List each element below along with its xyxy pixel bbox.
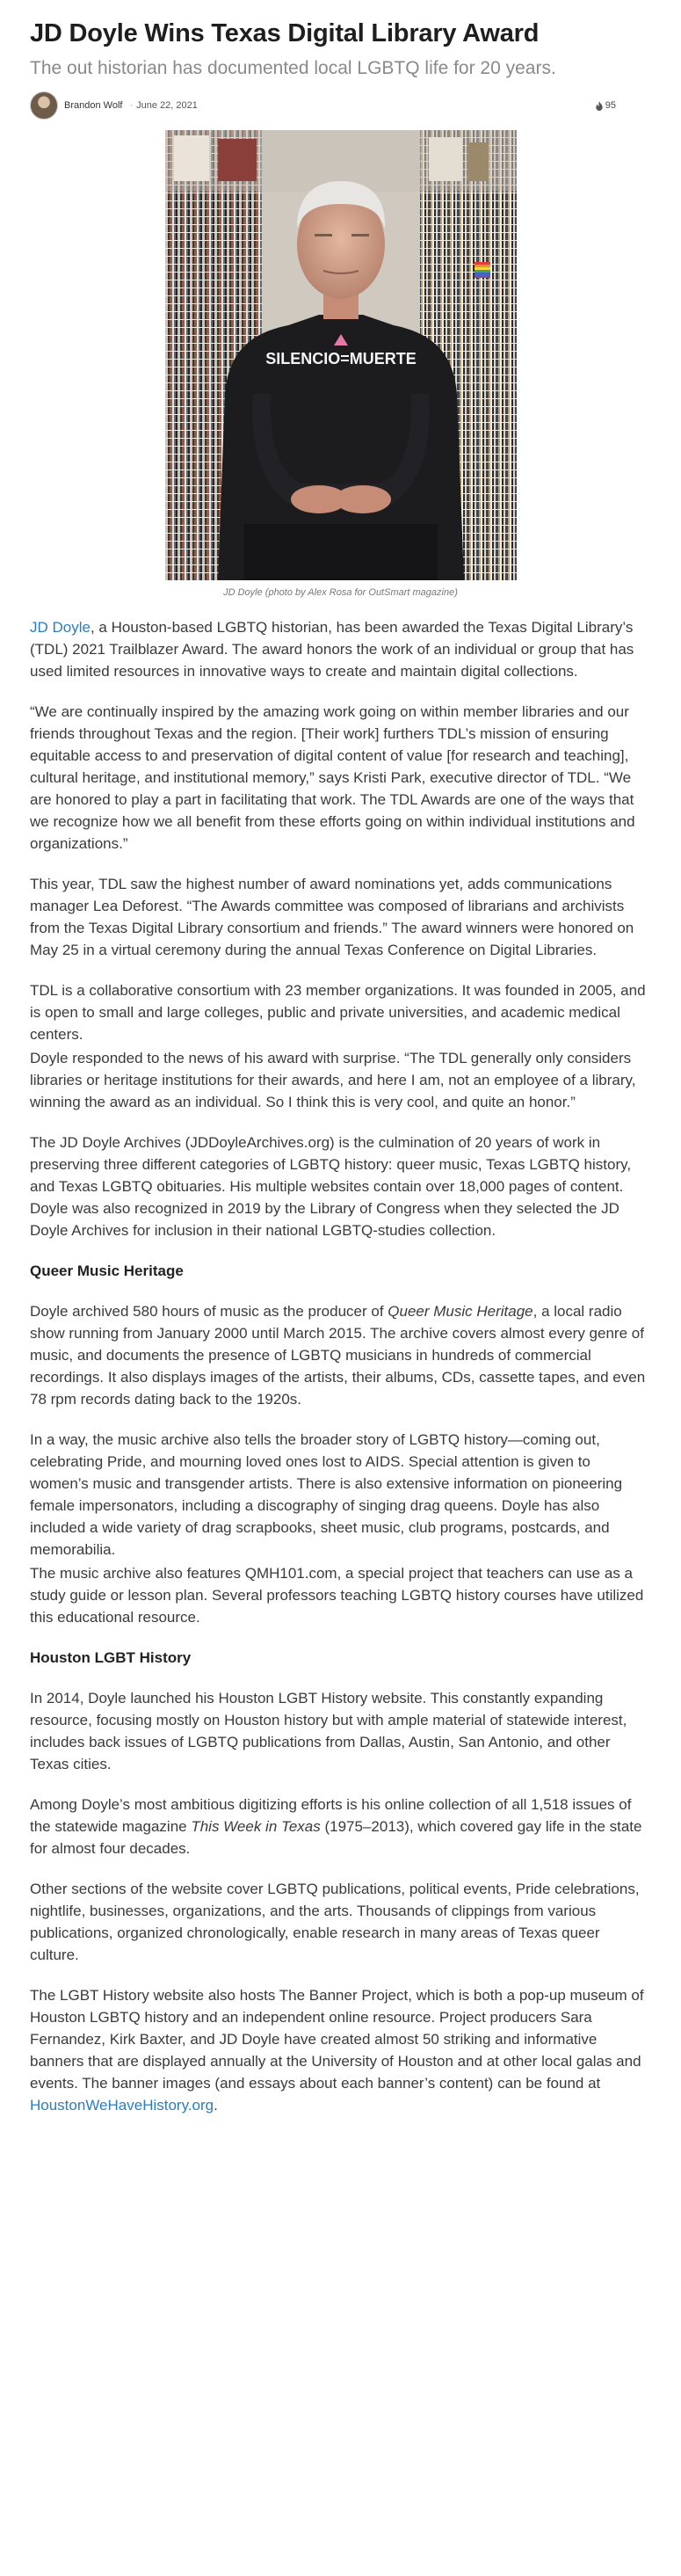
paragraph-text: , a local radio show running from January 2000 until March 2015. The archive covers almost every genre of music, and documents the presence of LGBTQ musicians in hundreds of commercial recordings. It also displays images of the artists, their albums, CDs, cassette tapes, and even 78 rpm records dating back to the 1920s. — [30, 1303, 646, 1408]
author-name[interactable]: Brandon Wolf — [64, 100, 123, 111]
section-heading-queer-music-heritage: Queer Music Heritage — [30, 1263, 184, 1279]
paragraph-text: The LGBT History website also hosts The Banner Project, which is both a pop-up museum of Houston LGBTQ history and an independent online resource. Project producers Sara Fernandez, Kirk Baxter, and JD Doyle have created almost 50 striking and informative banners that are displayed annually at the University of Houston and at other local galas and events. The banner images (and essays about each banner’s content) can be found at — [30, 1987, 644, 2092]
featured-photo[interactable] — [165, 130, 517, 580]
paragraph: In a way, the music archive also tells the broader story of LGBTQ history—coming out, celebrating Pride, and mourning loved ones lost to AIDS. Special attention is given to women’s music and transgender artists. There is also extensive information on pioneering female impersonators, including a discography of singing drag queens. Doyle has also included a wide variety of drag scrapbooks, sheet music, club programs, postcards, and memorabilia. — [30, 1431, 623, 1558]
flame-icon — [595, 101, 604, 111]
meta-separator: · — [129, 100, 134, 111]
photo-caption: JD Doyle (photo by Alex Rosa for OutSmart magazine) — [223, 587, 458, 598]
paragraph: TDL is a collaborative consortium with 23 member organizations. It was founded in 2005, and is open to small and large colleges, public and private universities, and academic medical centers. — [30, 982, 646, 1043]
article-body — [30, 616, 651, 2116]
paragraph — [30, 1794, 651, 1859]
paragraph: Doyle responded to the news of his award with surprise. “The TDL generally only considers libraries or heritage institutions for their awards, and here I am, not an employee of a library, winning the award as an individual. So I think this is very cool, and quite an honor.” — [30, 1050, 636, 1110]
paragraph: In 2014, Doyle launched his Houston LGBT History website. This constantly expanding resource, focusing mostly on Houston history but with ample material of statewide interest, includes back issues of LGBTQ publications from Dallas, Austin, San Antonio, and other Texas cities. — [30, 1690, 627, 1772]
author-avatar[interactable] — [30, 91, 58, 120]
paragraph: Other sections of the website cover LGBTQ publications, political events, Pride celebrations, nightlife, businesses, organizations, and the arts. Thousands of clippings from various publications, organized chronologically, enable research in many areas of Texas queer culture. — [30, 1881, 640, 1963]
rainbow-flag — [475, 262, 490, 278]
paragraph: The music archive also features QMH101.com, a special project that teachers can use as a study guide or lesson plan. Several professors teaching LGBTQ history courses have utilized this educational resource. — [30, 1565, 644, 1626]
paragraph-text: (1975–2013), which covered gay life in the state for almost four decades. — [30, 1818, 642, 1857]
view-count — [595, 100, 616, 111]
article-subtitle: The out historian has documented local LGBTQ life for 20 years. — [30, 58, 556, 78]
jd-doyle-link[interactable]: JD Doyle — [30, 619, 91, 636]
paragraph: “We are continually inspired by the amazing work going on within member libraries and our friends throughout Texas and the region. [Their work] furthers TDL’s mission of ensuring equitable access to and preservation of digital content of value [for research and teaching], cultural heritage, and institutional memory,” says Kristi Park, executive director of TDL. “We are honored to play a part in facilitating that work. The TDL Awards are one of the ways that we recognize how we all benefit from these efforts going on within individual institutions and organizations.” — [30, 703, 635, 852]
paragraph: This year, TDL saw the highest number of award nominations yet, adds communications manager Lea Deforest. “The Awards committee was composed of librarians and archivists from the Texas Digital Library consortium and friends.” The award winners were honored on May 25 in a virtual ceremony during the annual Texas Conference on Digital Libraries. — [30, 876, 634, 958]
paragraph-text: Among Doyle’s most ambitious digitizing efforts is his online collection of all 1,518 issues of the statewide magazine — [30, 1796, 632, 1835]
show-title: Queer Music Heritage — [388, 1303, 533, 1320]
paragraph-text: Doyle archived 580 hours of music as the producer of — [30, 1303, 388, 1320]
paragraph-text: . — [214, 2097, 218, 2114]
article-title: JD Doyle Wins Texas Digital Library Award — [30, 19, 540, 47]
houston-we-have-history-link[interactable]: HoustonWeHaveHistory.org — [30, 2097, 214, 2114]
featured-figure — [165, 130, 517, 598]
paragraph — [30, 1984, 651, 2116]
magazine-title: This Week in Texas — [191, 1818, 321, 1835]
article-meta — [30, 91, 651, 120]
view-count-value: 95 — [605, 100, 616, 111]
paragraph-text: , a Houston-based LGBTQ historian, has been awarded the Texas Digital Library’s (TDL) 2021 Trailblazer Award. The award honors the work of an individual or group that has used limited resources in innovative ways to create and maintain digital collections. — [30, 619, 634, 680]
paragraph — [30, 1300, 651, 1410]
publish-date: June 22, 2021 — [136, 100, 198, 111]
paragraph: The JD Doyle Archives (JDDoyleArchives.org) is the culmination of 20 years of work in preserving three different categories of LGBTQ history: queer music, Texas LGBTQ history, and Texas LGBTQ obituaries. His multiple websites contain over 18,000 pages of content. Doyle was also recognized in 2019 by the Library of Congress when they selected the JD Doyle Archives for inclusion in their national LGBTQ-studies collection. — [30, 1134, 632, 1239]
section-heading-houston-lgbt-history: Houston LGBT History — [30, 1649, 192, 1666]
paragraph — [30, 616, 651, 682]
shirt-slogan: SILENCIO=MUERTE — [264, 350, 417, 367]
